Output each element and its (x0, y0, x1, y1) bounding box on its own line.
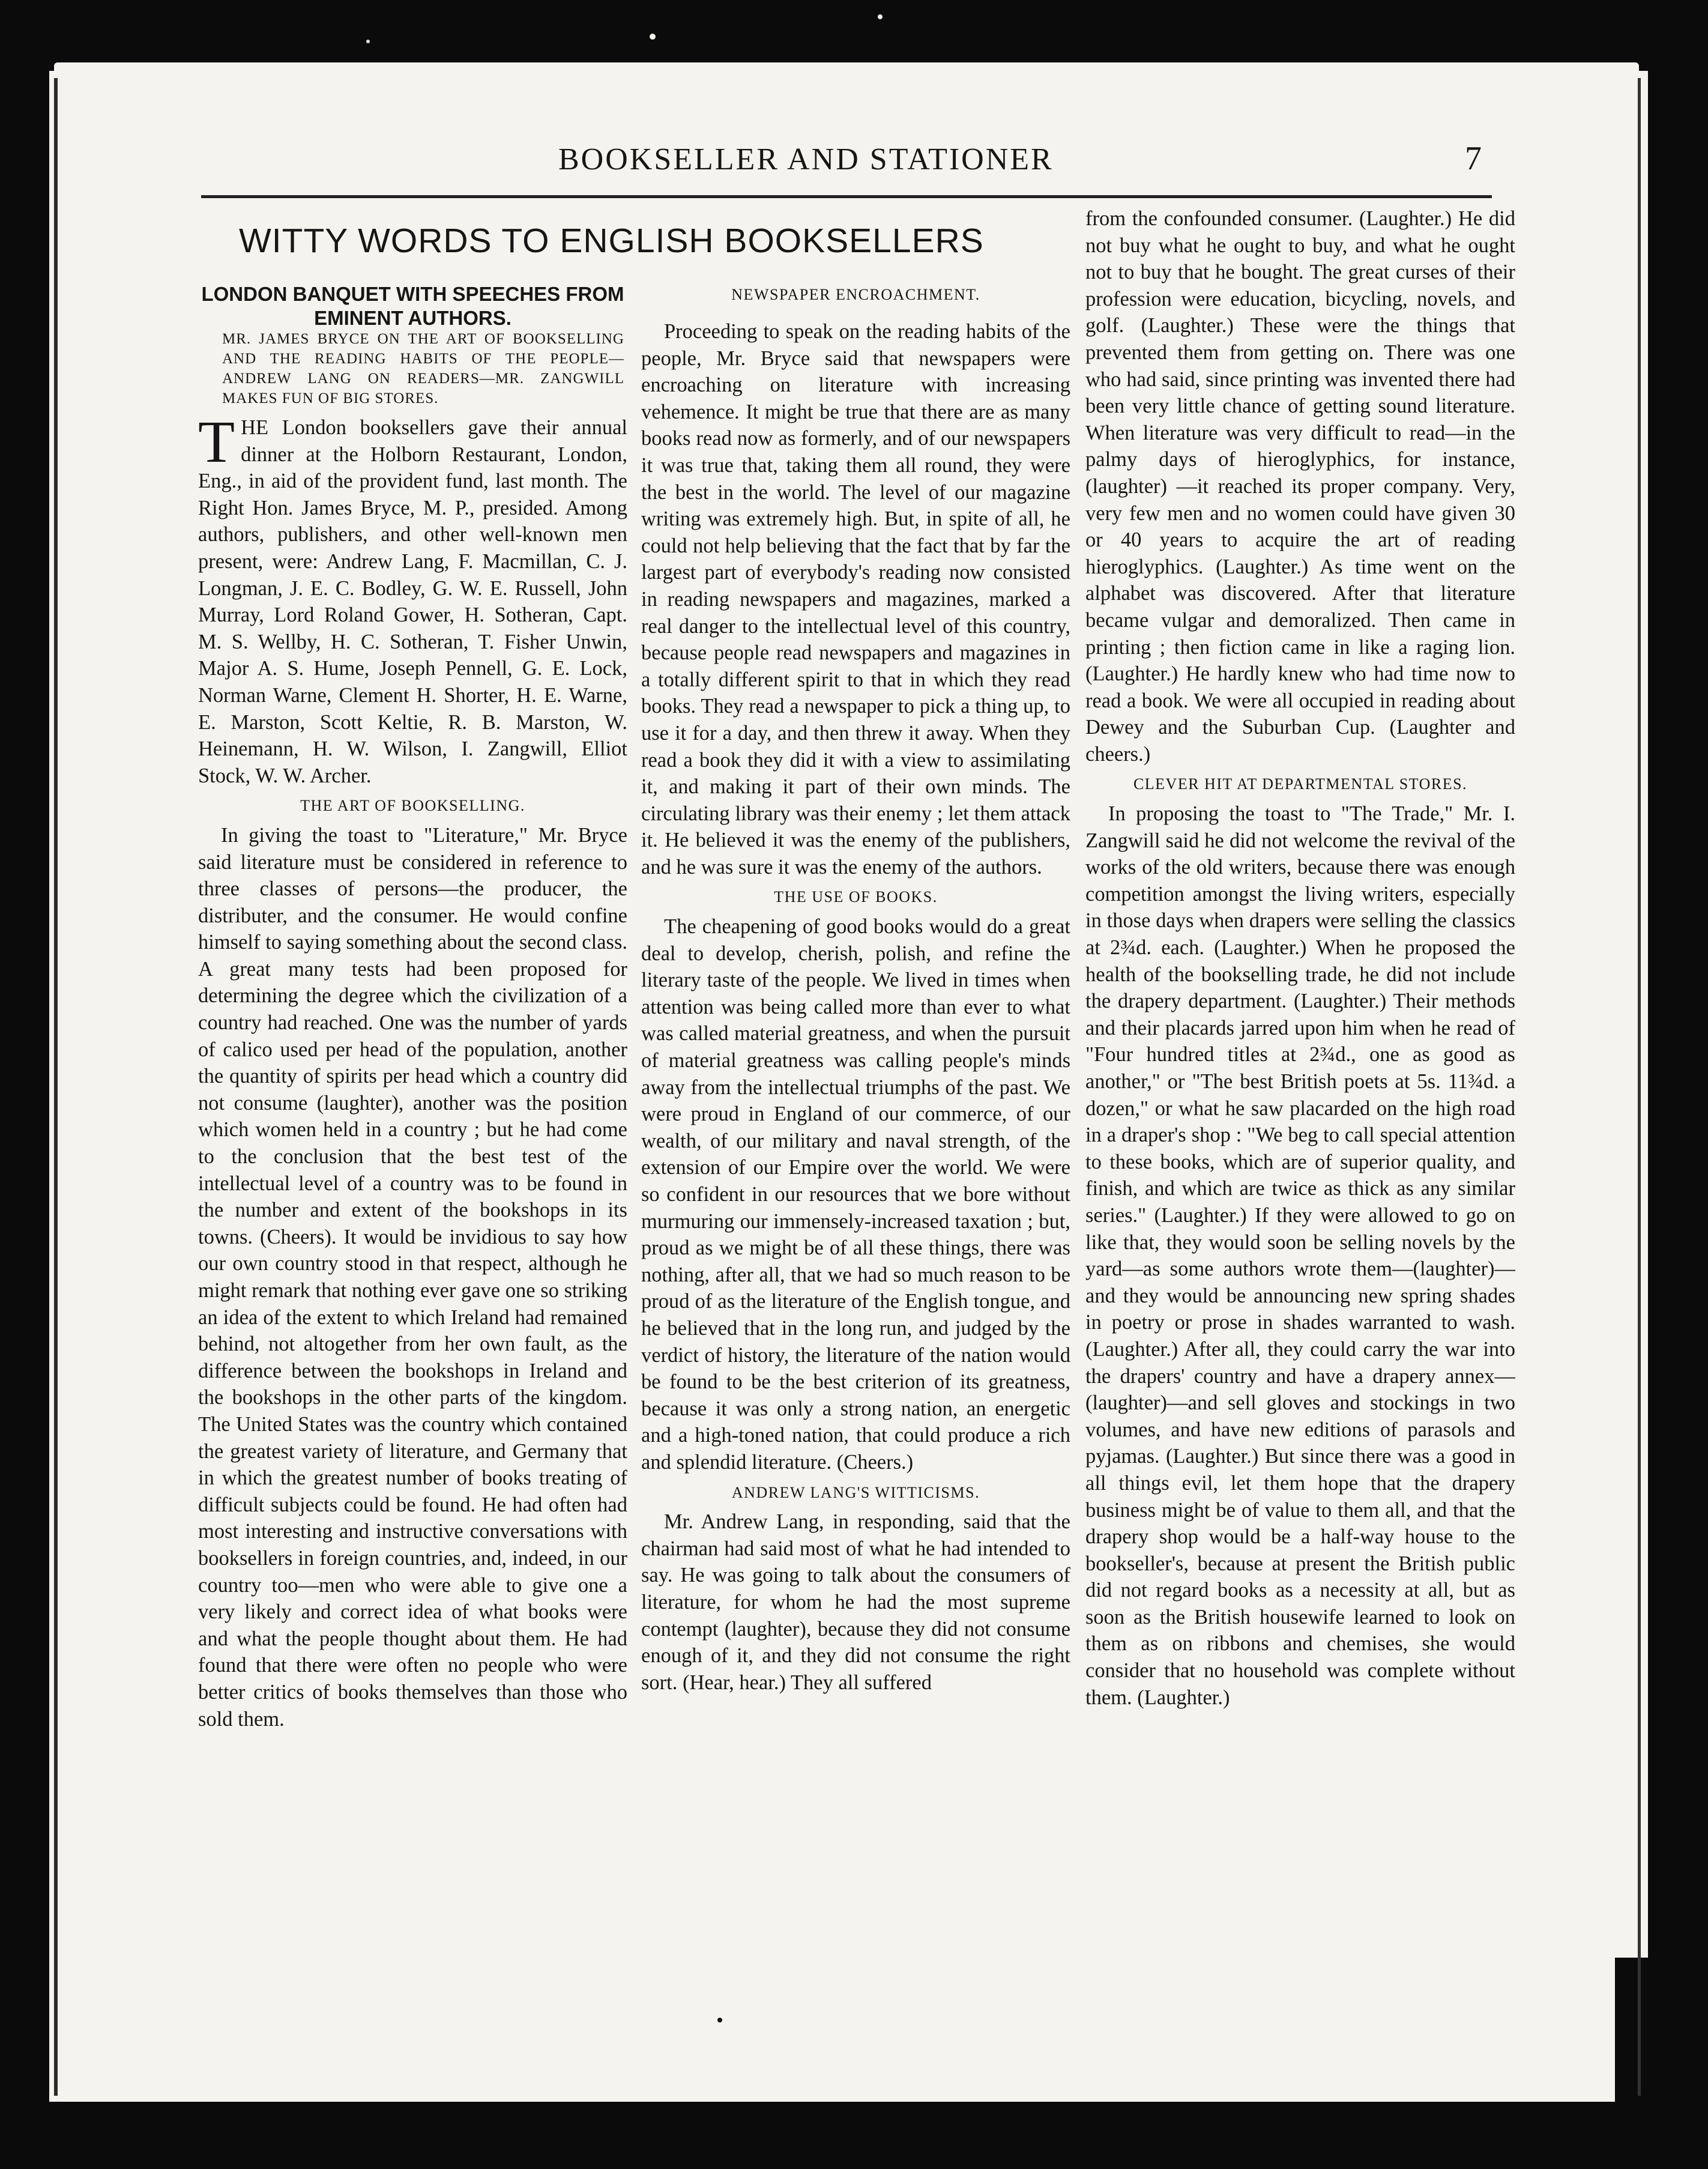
section-heading-art-of-bookselling: THE ART OF BOOKSELLING. (300, 797, 525, 815)
scan-edge-bottom (0, 2102, 1708, 2169)
header-rule (201, 195, 1492, 198)
section-heading-newspaper-encroachment: NEWSPAPER ENCROACHMENT. (731, 286, 980, 303)
column-3 (1085, 205, 1515, 1711)
paragraph-art-of-bookselling: In giving the toast to "Literature," Mr. Bryce said literature must be considered in reference to three classes of persons—the producer, the distributer, and the consumer. He would confine himself to saying something about the second class. A great many tests had been proposed for determining the degree which the civilization of a country had reached. One was the number of yards of calico used per head of the population, another the quantity of spirits per head which a country did not consume (laughter), another was the position which women held in a country ; but he had come to the conclusion that the best test of the intellectual level of a country was to be found in the number and extent of the bookshops in its towns. (Cheers). It would be invidious to say how our own country stood in that respect, although he might remark that nothing ever gave one so striking an idea of the extent to which Ireland had remained behind, not altogether from her own fault, as the difference between the bookshops in Ireland and the bookshops in the other parts of the kingdom. The United States was the country which contained the greatest variety of literature, and Germany that in which the greatest number of books treating of difficult subjects could be found. He had often had most interesting and instructive conversations with booksellers in foreign countries, and, indeed, in our country too—men who were able to give one a very likely and correct idea of what books were and what the people thought about them. He had found that there were often no people who were better critics of books themselves than those who sold them. (198, 823, 627, 1731)
intro-text: HE London booksellers gave their annual dinner at the Holborn Restaurant, London, Eng., in aid of the provident fund, last month. The Right Hon. James Bryce, M. P., presided. Among authors, publishers, and other well-known men present, were: Andrew Lang, F. Macmillan, C. J. Longman, J. E. C. Bodley, G. W. E. Russell, John Murray, Lord Roland Gower, H. Sotheran, Capt. M. S. Wellby, H. C. Sotheran, T. Fisher Unwin, Major A. S. Hume, Joseph Pennell, G. E. Lock, Norman Warne, Clement H. Shorter, H. E. Warne, E. Marston, Scott Keltie, R. B. Marston, W. Heinemann, H. W. Wilson, I. Zangwill, Elliot Stock, W. W. Archer. (198, 416, 627, 787)
running-head: BOOKSELLER AND STATIONER (558, 142, 1054, 177)
paragraph-newspaper-encroachment: Proceeding to speak on the reading habits of the people, Mr. Bryce said that newspapers were encroaching on literature with increasing vehemence. It might be true that there are as many books read now as formerly, and of our newspapers it was true that, taking them all round, they were the best in the world. The level of our magazine writing was extremely high. But, in spite of all, he could not help believing that the fact that by far the largest part of everybody's reading now consisted in reading newspapers and magazines, marked a real danger to the intellectual level of this country, because people read newspapers and magazines in a totally different spirit to that in which they read books. They read a newspaper to pick a thing up, to use it for a day, and then threw it away. When they read a book they did it with a view to assimilating it, and making it part of their own minds. The circulating library was their enemy ; let them attack it. He believed it was the enemy of the publishers, and he was sure it was the enemy of the authors. (641, 320, 1070, 879)
article-deck: MR. JAMES BRYCE ON THE ART OF BOOKSELLING AND THE READING HABITS OF THE PEOPLE—ANDREW LANG ON READERS—MR. ZANGWILL MAKES FUN OF BIG STORES. (222, 331, 624, 407)
paragraph-use-of-books: The cheapening of good books would do a great deal to develop, cherish, polish, and refine the literary taste of the people. We lived in times when attention was being called more than ever to what was called material greatness, and when the pursuit of material greatness was calling people's minds away from the intellectual triumphs of the past. We were proud in England of our commerce, of our wealth, of our military and naval strength, of the extension of our Empire over the world. We were so confident in our resources that we bore without murmuring our immensely-increased taxation ; but, proud as we might be of all these things, there was nothing, after all, that we had so much reason to be proud of as the literature of the English tongue, and he believed that in the long run, and judged by the verdict of history, the literature of the nation would be found to be the best criterion of its greatness, because it was only a strong nation, an energetic and a high-toned nation, that could produce a rich and splendid literature. (Cheers.) (641, 915, 1070, 1474)
page-border-left (54, 78, 58, 2096)
section-heading-departmental-stores: CLEVER HIT AT DEPARTMENTAL STORES. (1133, 775, 1468, 793)
column-1 (198, 408, 627, 1732)
page-top-edge (54, 62, 1639, 80)
section-heading-use-of-books: THE USE OF BOOKS. (774, 888, 938, 906)
paragraph-departmental-stores: In proposing the toast to "The Trade," Mr. I. Zangwill said he did not welcome the revival of the works of the old writers, because there was enough competition amongst the living writers, especially in those days when drapers were selling the classics at 2¾d. each. (Laughter.) When he proposed the health of the bookselling trade, he did not include the drapery department. (Laughter.) Their methods and their placards jarred upon him when he read of "Four hundred titles at 2¾d., one as good as another," or "The best British poets at 5s. 11¾d. a dozen," or what he saw placarded on the high road in a draper's shop : "We beg to call special attention to these books, which are of superior quality, and finish, and which are twice as thick as any similar series." (Laughter.) If they were allowed to go on like that, they would soon be selling novels by the yard—as some authors wrote them—(laughter)—and they would be announcing new spring shades in poetry or prose in shades warranted to wash. (Laughter.) After all, they could carry the war into the drapers' country and have a drapery annex—(laughter)—and sell gloves and stockings in two volumes, and have new editions of parasols and pyjamas. (Laughter.) But since there was a good in all things evil, let them hope that the drapery business might be of value to them all, and that the drapery shop would be a half-way house to the bookseller's, because at present the British public did not regard books as a necessity at all, but as soon as the British housewife learned to look on them as on ribbons and chemises, she would consider that no household was complete without them. (Laughter.) (1085, 802, 1515, 1709)
column-2 (641, 318, 1070, 1696)
article-headline: WITTY WORDS TO ENGLISH BOOKSELLERS (239, 222, 984, 260)
scan-speck (717, 2018, 722, 2022)
scan-edge-corner (1615, 1958, 1708, 2114)
paragraph-andrew-lang-continued: from the confounded consumer. (Laughter.) He did not buy what he ought to buy, and what he ought not to buy that he bought. The great curses of their profession were education, bicycling, novels, and golf. (Laughter.) These were the things that prevented them from getting on. There was one who had said, since printing was invented there had been very little chance of getting sound literature. When literature was very difficult to read—in the palmy days of hieroglyphics, for instance, (laughter) —it reached its proper company. Very, very few men and no women could have given 30 or 40 years to acquire the art of reading hieroglyphics. (Laughter.) As time went on the alphabet was discovered. After that literature became vulgar and demoralized. Then came in printing ; then fiction came in like a raging lion. (Laughter.) He hardly knew who had time now to read a book. We were all occupied in reading about Dewey and the Suburban Cup. (Laughter and cheers.) (1085, 207, 1515, 766)
intro-paragraph (198, 408, 627, 789)
section-heading-andrew-lang: ANDREW LANG'S WITTICISMS. (731, 1483, 980, 1501)
scan-speck (878, 14, 883, 19)
page-border-right (1638, 78, 1641, 2096)
article-subheadline: LONDON BANQUET WITH SPEECHES FROM EMINENT AUTHORS. (201, 283, 624, 329)
drop-cap: T (198, 408, 235, 475)
scan-edge-left (0, 0, 49, 2169)
scan-speck (650, 34, 656, 40)
paragraph-andrew-lang: Mr. Andrew Lang, in responding, said that the chairman had said most of what he had intended to say. He was going to talk about the consumers of literature, for whom he had the most supreme contempt (laughter), because they did not consume enough of it, and they did not consume the right sort. (Hear, hear.) They all suffered (641, 1510, 1070, 1694)
page-number: 7 (1465, 140, 1482, 177)
scan-edge-right (1648, 0, 1708, 2169)
scan-speck (366, 40, 370, 43)
scan-edge-top (0, 0, 1708, 71)
